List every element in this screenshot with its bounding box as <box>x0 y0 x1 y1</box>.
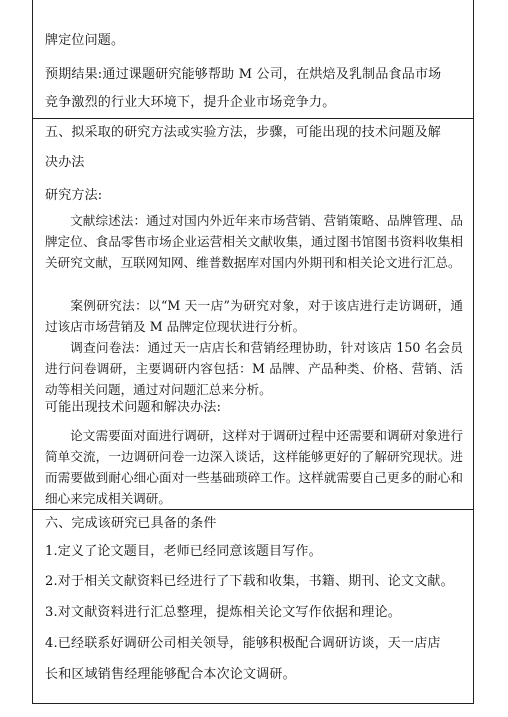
section6-heading: 六、完成该研究已具备的条件 <box>45 516 217 531</box>
expected-result-line1: 预期结果:通过课题研究能够帮助 M 公司，在烘焙及乳制品食品市场 <box>45 67 442 82</box>
proposal-table <box>32 0 474 704</box>
issues-text: 论文需要面对面进行调研，这样对于调研过程中还需要和调研对象进行简单交流，一边调研问卷一边深入谈话，这样能够更好的了解研究现状。进而需要做到耐心细心面对一些基础琐碎工作。这样就需要自己更多的耐心和细心来完成相关调研。 <box>45 428 463 506</box>
methods-label: 研究方法: <box>45 188 103 203</box>
questionnaire-text: 调查问卷法：通过天一店店长和营销经理协助，针对该店 150 名会员进行问卷调研，主要调研内容包括：M 品牌、产品种类、价格、营销、活动等相关问题，通过对问题汇总来分析。 <box>45 340 463 397</box>
condition-item-3: 3.对文献资料进行汇总整理，提炼相关论文写作依据和理论。 <box>45 605 402 620</box>
literature-review-paragraph <box>45 210 463 273</box>
issues-label: 可能出现技术问题和解决办法: <box>45 400 222 415</box>
literature-review-text: 文献综述法：通过对国内外近年来市场营销、营销策略、品牌管理、品牌定位、食品零售市场企业运营相关文献收集，通过图书馆图书资料收集相关研究文献，互联网知网、维普数据库对国内外期刊和相关论文进行汇总。 <box>45 213 463 270</box>
case-study-paragraph <box>45 295 463 337</box>
condition-item-1: 1.定义了论文题目，老师已经同意该题目写作。 <box>45 544 322 559</box>
case-study-text: 案例研究法：以“M 天一店”为研究对象，对于该店进行走访调研，通过该店市场营销及 M 品牌定位现状进行分析。 <box>45 298 463 334</box>
condition-item-4-line1: 4.已经联系好调研公司相关领导，能够积极配合调研访谈，天一店店 <box>45 636 441 651</box>
expected-result-line2: 竞争激烈的行业大环境下，提升企业市场竞争力。 <box>45 95 336 110</box>
questionnaire-paragraph <box>45 337 463 400</box>
section5-heading-line2: 决办法 <box>45 155 85 170</box>
condition-item-2: 2.对于相关文献资料已经进行了下载和收集，书籍、期刊、论文文献。 <box>45 574 454 589</box>
section4-tail-line: 牌定位问题。 <box>45 33 125 48</box>
condition-item-4-line2: 长和区域销售经理能够配合本次论文调研。 <box>45 667 296 682</box>
section5-heading-line1: 五、拟采取的研究方法或实验方法，步骤，可能出现的技术问题及解 <box>45 125 442 140</box>
issues-paragraph <box>45 425 463 509</box>
